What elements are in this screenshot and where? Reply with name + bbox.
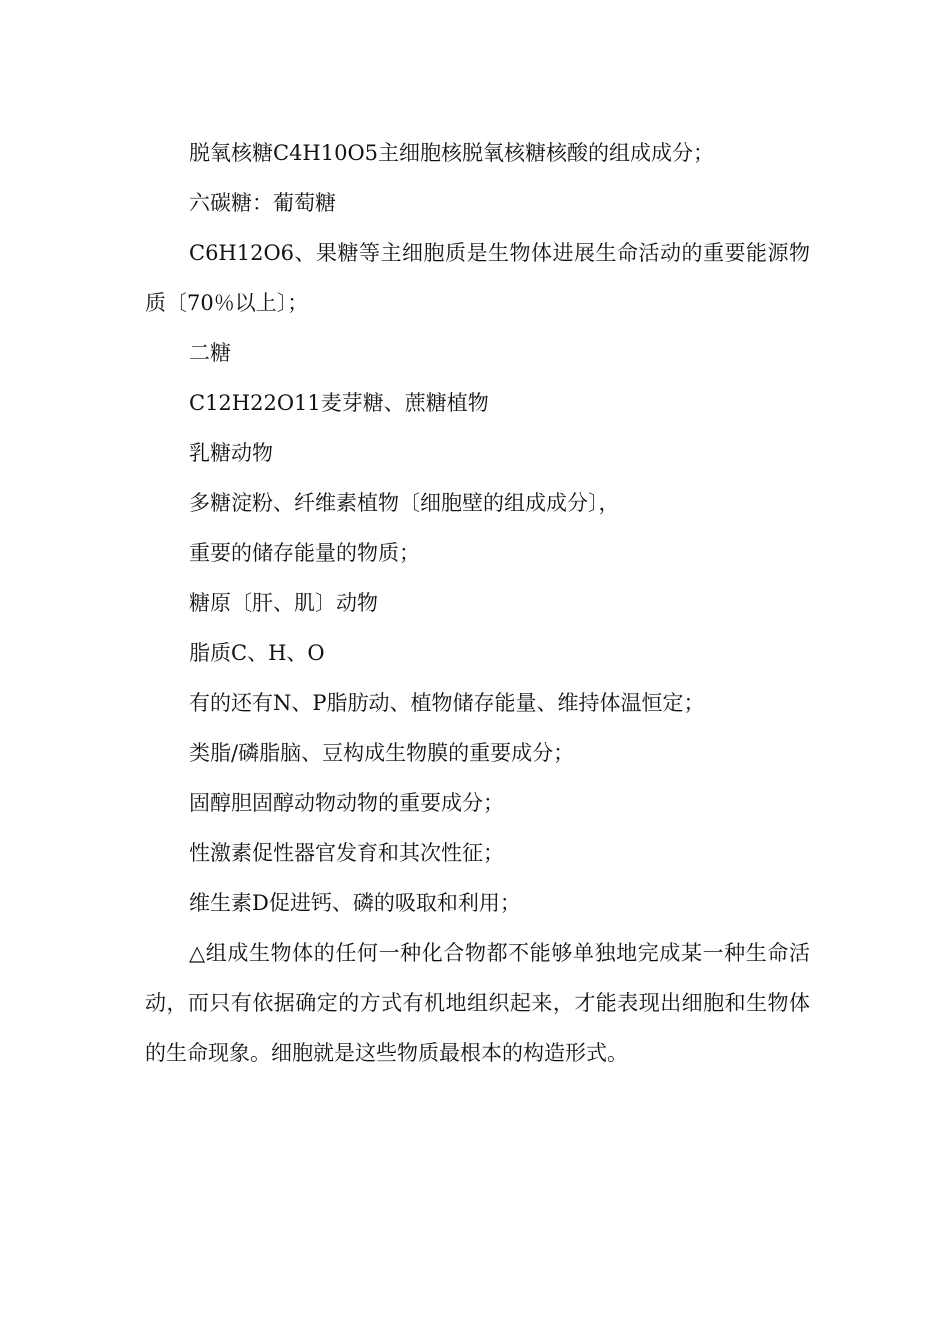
paragraph-lipid: 脂质C、H、O	[189, 641, 325, 665]
paragraph-fat: 有的还有N、P脂肪动、植物储存能量、维持体温恒定；	[189, 691, 705, 715]
paragraph-summary: △组成生物体的任何一种化合物都不能够单独地完成某一种生命活动，而只有依据确定的方式有机地组织起来，才能表现出细胞和生物体的生命现象。细胞就是这些物质最根本的构造形式。	[145, 941, 810, 1065]
document-body	[145, 128, 810, 1078]
paragraph-cholesterol: 固醇胆固醇动物动物的重要成分；	[189, 791, 504, 815]
paragraph-energy-storage: 重要的储存能量的物质；	[189, 541, 420, 565]
paragraph-hexose: 六碳糖：葡萄糖	[189, 191, 336, 215]
paragraph-phospholipid: 类脂/磷脂脑、豆构成生物膜的重要成分；	[189, 741, 575, 765]
paragraph-disaccharide: 二糖	[189, 341, 231, 365]
paragraph-lactose: 乳糖动物	[189, 441, 273, 465]
paragraph-deoxyribose: 脱氧核糖C4H10O5主细胞核脱氧核糖核酸的组成成分；	[189, 141, 715, 165]
paragraph-sex-hormone: 性激素促性器官发育和其次性征；	[189, 841, 504, 865]
paragraph-maltose-sucrose: C12H22O11麦芽糖、蔗糖植物	[189, 391, 489, 415]
paragraph-polysaccharide: 多糖淀粉、纤维素植物〔细胞壁的组成成分〕，	[189, 491, 620, 515]
paragraph-vitamin-d: 维生素D促进钙、磷的吸取和利用；	[189, 891, 521, 915]
paragraph-glycogen: 糖原〔肝、肌〕动物	[189, 591, 378, 615]
paragraph-glucose-fructose: C6H12O6、果糖等主细胞质是生物体进展生命活动的重要能源物质〔70％以上〕；	[145, 241, 810, 315]
